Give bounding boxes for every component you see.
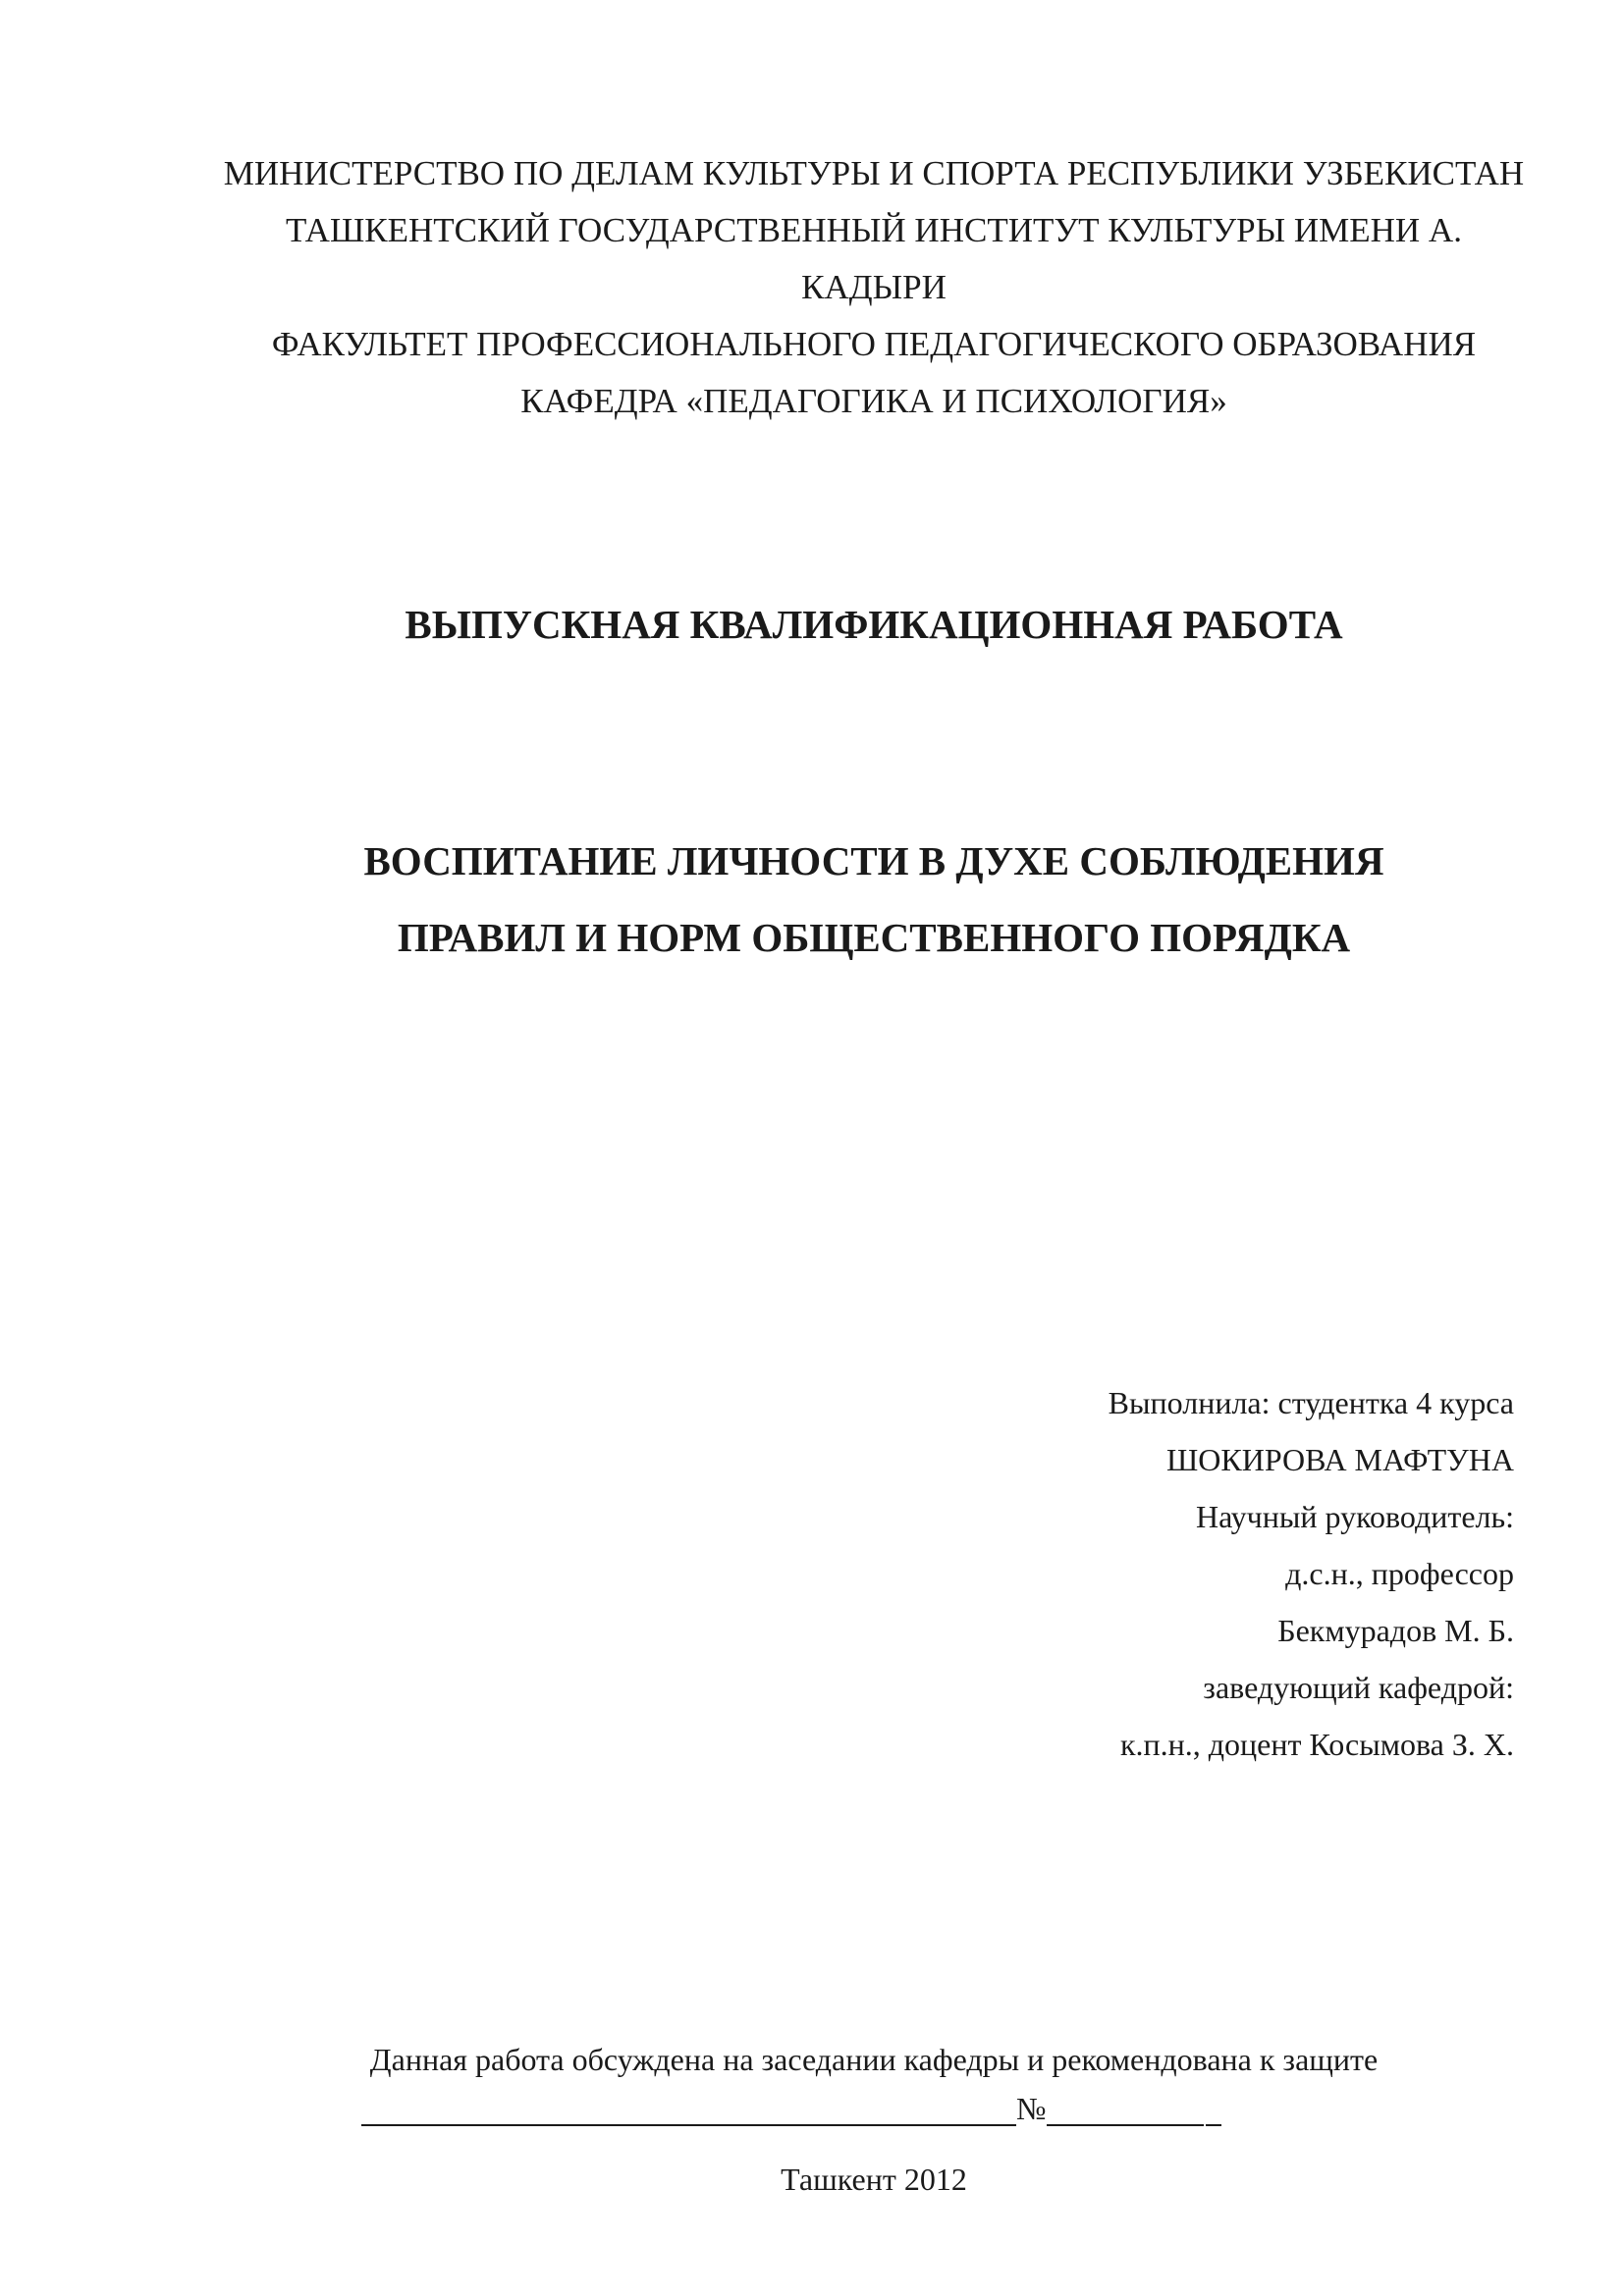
work-type-heading: ВЫПУСКНАЯ КВАЛИФИКАЦИОННАЯ РАБОТА (405, 602, 1343, 647)
blank-line (838, 2093, 1016, 2126)
thesis-title (0, 823, 1624, 976)
blank-line (1047, 2093, 1204, 2126)
ministry-line: МИНИСТЕРСТВО ПО ДЕЛАМ КУЛЬТУРЫ И СПОРТА РЕСПУБЛИКИ УЗБЕКИСТАН (223, 154, 1525, 192)
supervisor-degree: д.с.н., профессор (1285, 1556, 1514, 1591)
student-name: ШОКИРОВА МАФТУНА (1165, 1442, 1514, 1477)
faculty-line: ФАКУЛЬТЕТ ПРОФЕССИОНАЛЬНОГО ПЕДАГОГИЧЕСКОГО ОБРАЗОВАНИЯ (271, 325, 1477, 363)
head-of-department-name: к.п.н., доцент Косымова З. Х. (1119, 1727, 1514, 1762)
number-sign: № (1016, 2091, 1047, 2126)
approval-signature-line (361, 2091, 1221, 2126)
city-year: Ташкент 2012 (781, 2162, 967, 2197)
supervisor-label: Научный руководитель: (1195, 1499, 1514, 1534)
author-info-block (1109, 1374, 1514, 1773)
thesis-title-line-1: ВОСПИТАНИЕ ЛИЧНОСТИ В ДУХЕ СОБЛЮДЕНИЯ (363, 838, 1384, 883)
institute-line-continued: КАДЫРИ (801, 268, 947, 306)
supervisor-name: Бекмурадов М. Б. (1277, 1613, 1514, 1648)
blank-line (361, 2093, 838, 2126)
blank-line (1206, 2093, 1221, 2126)
institution-header (147, 145, 1600, 430)
department-line: КАФЕДРА «ПЕДАГОГИКА И ПСИХОЛОГИЯ» (520, 382, 1227, 420)
head-of-department-label: заведующий кафедрой: (1203, 1670, 1514, 1705)
performed-by-line: Выполнила: студентка 4 курса (1108, 1385, 1514, 1420)
thesis-title-line-2: ПРАВИЛ И НОРМ ОБЩЕСТВЕННОГО ПОРЯДКА (397, 915, 1351, 960)
institute-line: ТАШКЕНТСКИЙ ГОСУДАРСТВЕННЫЙ ИНСТИТУТ КУЛЬТУРЫ ИМЕНИ А. (286, 211, 1462, 249)
approval-note: Данная работа обсуждена на заседании кафедры и рекомендована к защите (369, 2042, 1379, 2077)
